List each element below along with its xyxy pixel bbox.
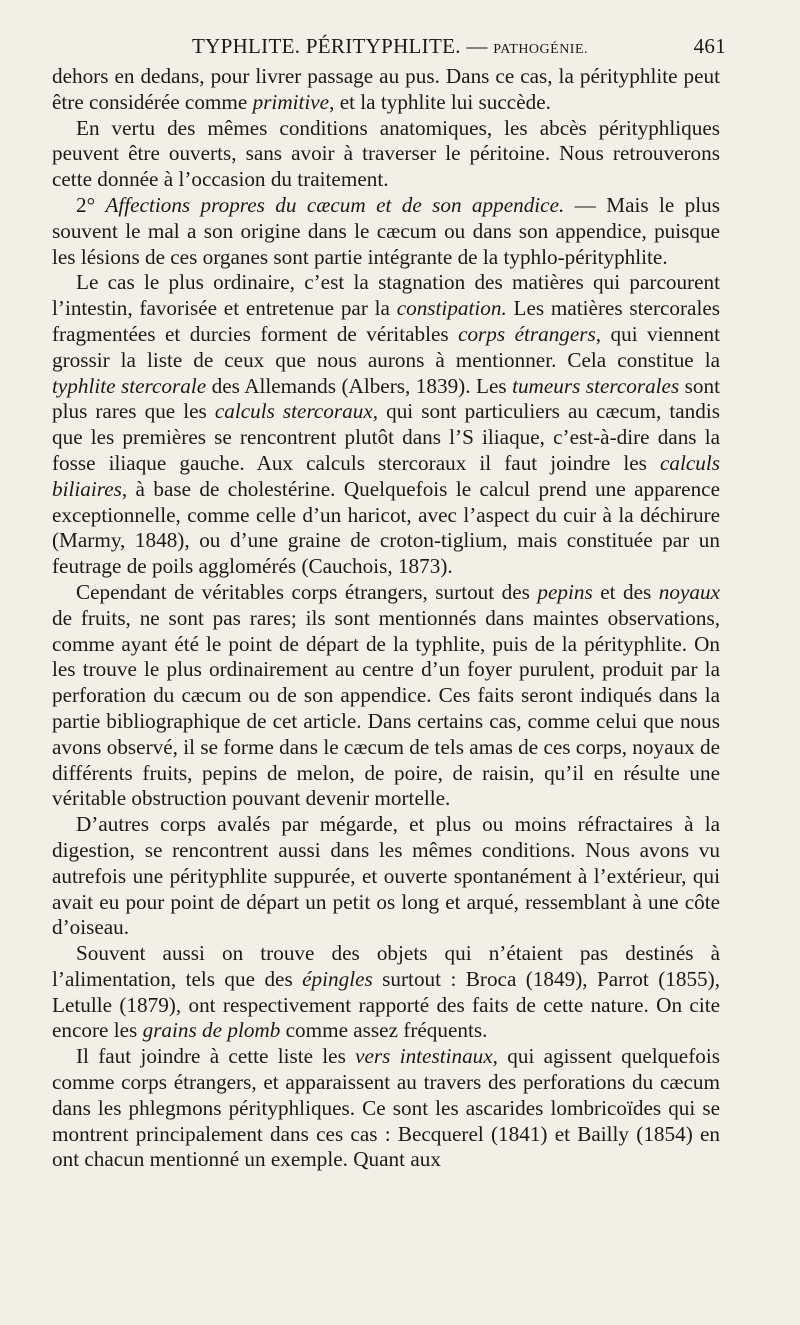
paragraph bbox=[52, 64, 720, 116]
italic-text: typhlite stercorale bbox=[52, 373, 207, 398]
italic-text: noyaux bbox=[658, 579, 720, 604]
text-segment: des Allemands (Albers, 1839). Les bbox=[206, 373, 513, 398]
page-number: 461 bbox=[693, 34, 726, 58]
running-title-section: PATHOGÉNIE. bbox=[493, 42, 589, 57]
text-segment: , et la typhlite lui succède. bbox=[329, 89, 551, 114]
running-header bbox=[52, 30, 726, 64]
body-text bbox=[52, 64, 720, 1173]
text-segment: sont plus rares que les bbox=[52, 373, 721, 424]
paragraph bbox=[52, 1044, 720, 1173]
italic-text: calculs stercoraux bbox=[214, 399, 373, 424]
text-segment: Il faut joindre à cette liste les bbox=[76, 1044, 356, 1069]
italic-text: pepins bbox=[537, 579, 593, 604]
text-segment: Les matières stercorales fragmentées et durcies forment de véritables bbox=[52, 296, 720, 346]
italic-text: corps étrangers bbox=[458, 321, 596, 346]
text-segment: , qui sont particuliers au cæcum, tandis que les premières se rencontrent plutôt dans l’S iliaque, c’est-à-dire dans la fosse iliaque gauche. Aux calculs stercoraux il faut joindre les bbox=[52, 399, 720, 475]
italic-text: tumeurs stercorales bbox=[512, 373, 680, 398]
text-segment: — Mais le plus souvent le mal a son origine dans le cæcum ou dans son appendice, puisque les lésions de ces organes sont partie intégrante de la typhlo-pérityphlite. bbox=[52, 192, 720, 269]
paragraph bbox=[52, 580, 720, 812]
italic-text: Affections propres du cæcum et de son appendice. bbox=[105, 192, 565, 217]
paragraph bbox=[52, 270, 720, 580]
text-segment: , qui agissent quelquefois comme corps étrangers, et apparaissent au travers des perforations du cæcum dans les phlegmons pérityphliques. Ce sont les ascarides lombricoïdes qui se montrent principalement dans ces cas : Becquerel (1841) et Bailly (1854) en ont chacun mentionné un exemple. Quant aux bbox=[52, 1044, 720, 1172]
text-segment: En vertu des mêmes conditions anatomiques, les abcès pérityphliques peuvent être ouverts, sans avoir à traverser le péritoine. Nous retrouverons cette donnée à l’occasion du traitement. bbox=[52, 115, 720, 192]
running-title bbox=[192, 34, 588, 59]
paragraph bbox=[52, 116, 720, 193]
paragraph bbox=[52, 941, 720, 1044]
text-segment: dehors en dedans, pour livrer passage au pus. Dans ce cas, la pérityphlite peut être considérée comme bbox=[52, 64, 720, 114]
text-segment: , à base de cholestérine. Quelquefois le calcul prend une apparence exceptionnelle, comme celle d’un haricot, avec l’aspect du cuir à la déchirure (Marmy, 1848), ou d’une graine de croton-tiglium, mais constituée par un feutrage de poils agglomérés (Cauchois, 1873). bbox=[52, 476, 720, 579]
italic-text: épingles bbox=[302, 966, 373, 991]
italic-text: vers intestinaux bbox=[355, 1044, 493, 1069]
text-segment: 2° bbox=[76, 192, 106, 217]
text-segment: Souvent aussi on trouve des objets qui n’étaient pas destinés à l’alimentation, tels que des bbox=[52, 941, 720, 991]
italic-text: grains de plomb bbox=[142, 1018, 281, 1043]
paragraph bbox=[52, 812, 720, 941]
text-segment: surtout : Broca (1849), Parrot (1855), Letulle (1879), ont respectivement rapporté des faits de cette nature. On cite encore les bbox=[52, 966, 720, 1043]
italic-text: constipation. bbox=[396, 296, 507, 321]
text-segment: et des bbox=[592, 579, 659, 604]
text-segment: Le cas le plus ordinaire, c’est la stagnation des matières qui parcourent l’intestin, favorisée et entretenue par la bbox=[52, 270, 720, 321]
paragraph bbox=[52, 193, 720, 270]
book-page bbox=[52, 30, 726, 1173]
italic-text: primitive bbox=[252, 89, 330, 114]
text-segment: de fruits, ne sont pas rares; ils sont mentionnés dans maintes observations, comme ayant été le point de départ de la typhlite, puis de la pérityphlite. On les trouve le plus ordinairement au centre d’un foyer purulent, produit par la perforation du cæcum ou de son appendice. Ces faits seront indiqués dans la partie bibliographique de cet article. Dans certains cas, comme celui que nous avons observé, il se forme dans le cæcum de tels amas de ces corps, noyaux de différents fruits, pepins de melon, de poire, de raisin, qu’il en résulte une véritable obstruction pouvant devenir mortelle. bbox=[52, 605, 720, 811]
text-segment: D’autres corps avalés par mégarde, et plus ou moins réfractaires à la digestion, se rencontrent aussi dans les mêmes conditions. Nous avons vu autrefois une pérityphlite suppurée, et ouverte spontanément à l’extérieur, qui avait eu pour point de départ un petit os long et arqué, ressemblant à une côte d’oiseau. bbox=[52, 812, 720, 940]
italic-text: calculs biliaires bbox=[52, 450, 720, 501]
text-segment: , qui viennent grossir la liste de ceux que nous aurons à mentionner. Cela constitue la bbox=[52, 321, 720, 372]
text-segment: Cependant de véritables corps étrangers, surtout des bbox=[76, 579, 538, 604]
text-segment: comme assez fréquents. bbox=[280, 1018, 488, 1043]
running-title-main: TYPHLITE. PÉRITYPHLITE. — bbox=[192, 34, 488, 58]
